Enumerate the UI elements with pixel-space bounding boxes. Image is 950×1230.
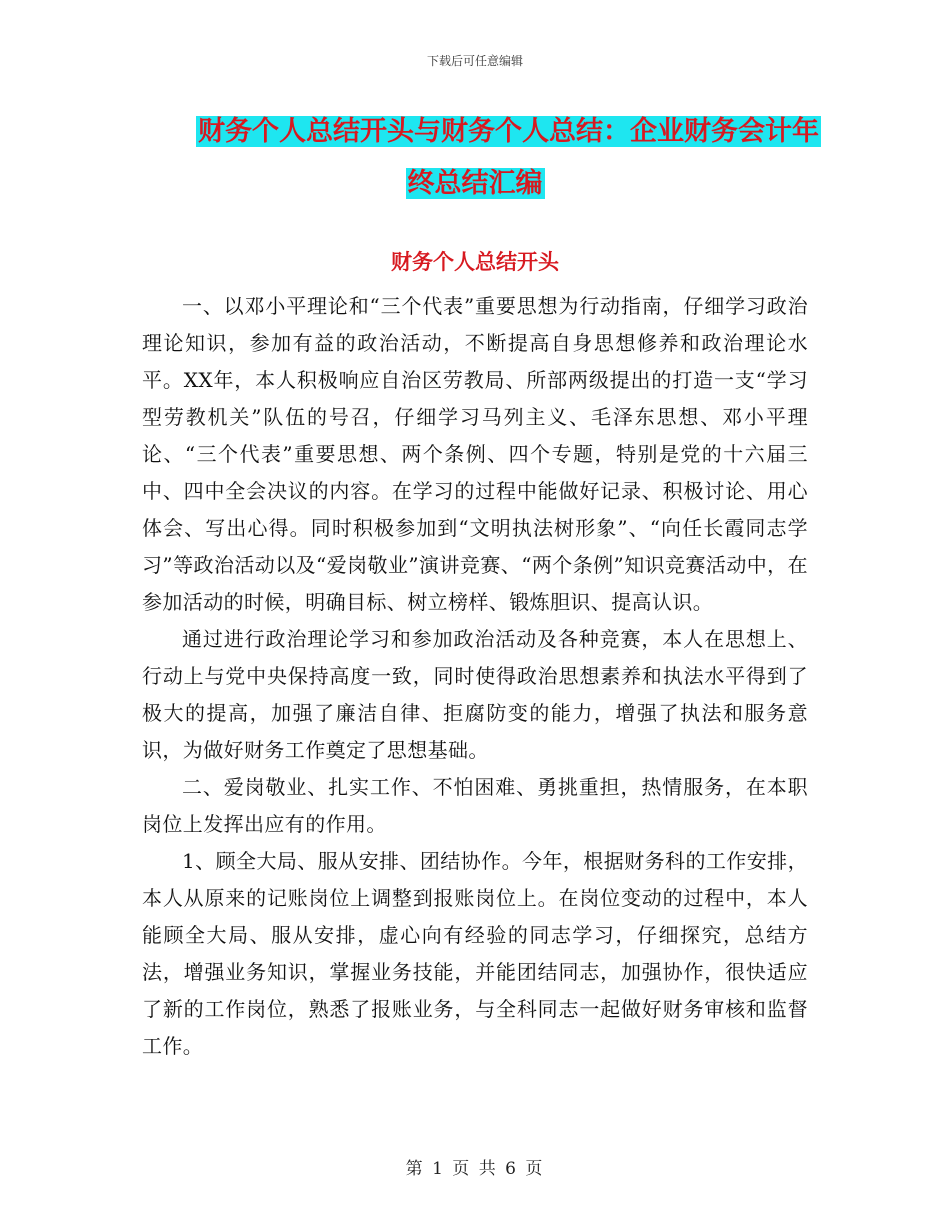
paragraph-1: 一、以邓小平理论和“三个代表”重要思想为行动指南，仔细学习政治理论知识，参加有益的政治活动，不断提高自身思想修养和政治理论水平。XX年，本人积极响应自治区劳教局、所部两级提出的打造一支“学习型劳教机关”队伍的号召，仔细学习马列主义、毛泽东思想、邓小平理论、“三个代表”重要思想、两个条例、四个专题，特别是党的十六届三中、四中全会决议的内容。在学习的过程中能做好记录、积极讨论、用心体会、写出心得。同时积极参加到“文明执法树形象”、“向任长霞同志学习”等政治活动以及“爱岗敬业”演讲竞赛、“两个条例”知识竞赛活动中，在参加活动的时候，明确目标、树立榜样、锻炼胆识、提高认识。 (142, 294, 808, 614)
document-body (142, 288, 808, 1065)
paragraph-4: 1、顾全大局、服从安排、团结协作。今年，根据财务科的工作安排，本人从原来的记账岗位上调整到报账岗位上。在岗位变动的过程中，本人能顾全大局、服从安排，虚心向有经验的同志学习，仔细探究，总结方法，增强业务知识，掌握业务技能，并能团结同志，加强协作，很快适应了新的工作岗位，熟悉了报账业务，与全科同志一起做好财务审核和监督工作。 (142, 849, 808, 1058)
title-line-2: 终总结汇编 (407, 168, 543, 199)
paragraph-3: 二、爱岗敬业、扎实工作、不怕困难、勇挑重担，热情服务，在本职岗位上发挥出应有的作用。 (142, 775, 808, 836)
paragraph-2: 通过进行政治理论学习和参加政治活动及各种竞赛，本人在思想上、行动上与党中央保持高度一致，同时使得政治思想素养和执法水平得到了极大的提高，加强了廉洁自律、拒腐防变的能力，增强了执法和服务意识，为做好财务工作奠定了思想基础。 (142, 627, 808, 762)
page-footer: 第 1 页 共 6 页 (405, 1159, 545, 1179)
document-title (140, 106, 819, 210)
title-line-1: 财务个人总结开头与财务个人总结：企业财务会计年 (198, 116, 819, 147)
header-note: 下载后可任意编辑 (426, 54, 523, 68)
section-heading: 财务个人总结开头 (391, 250, 559, 274)
